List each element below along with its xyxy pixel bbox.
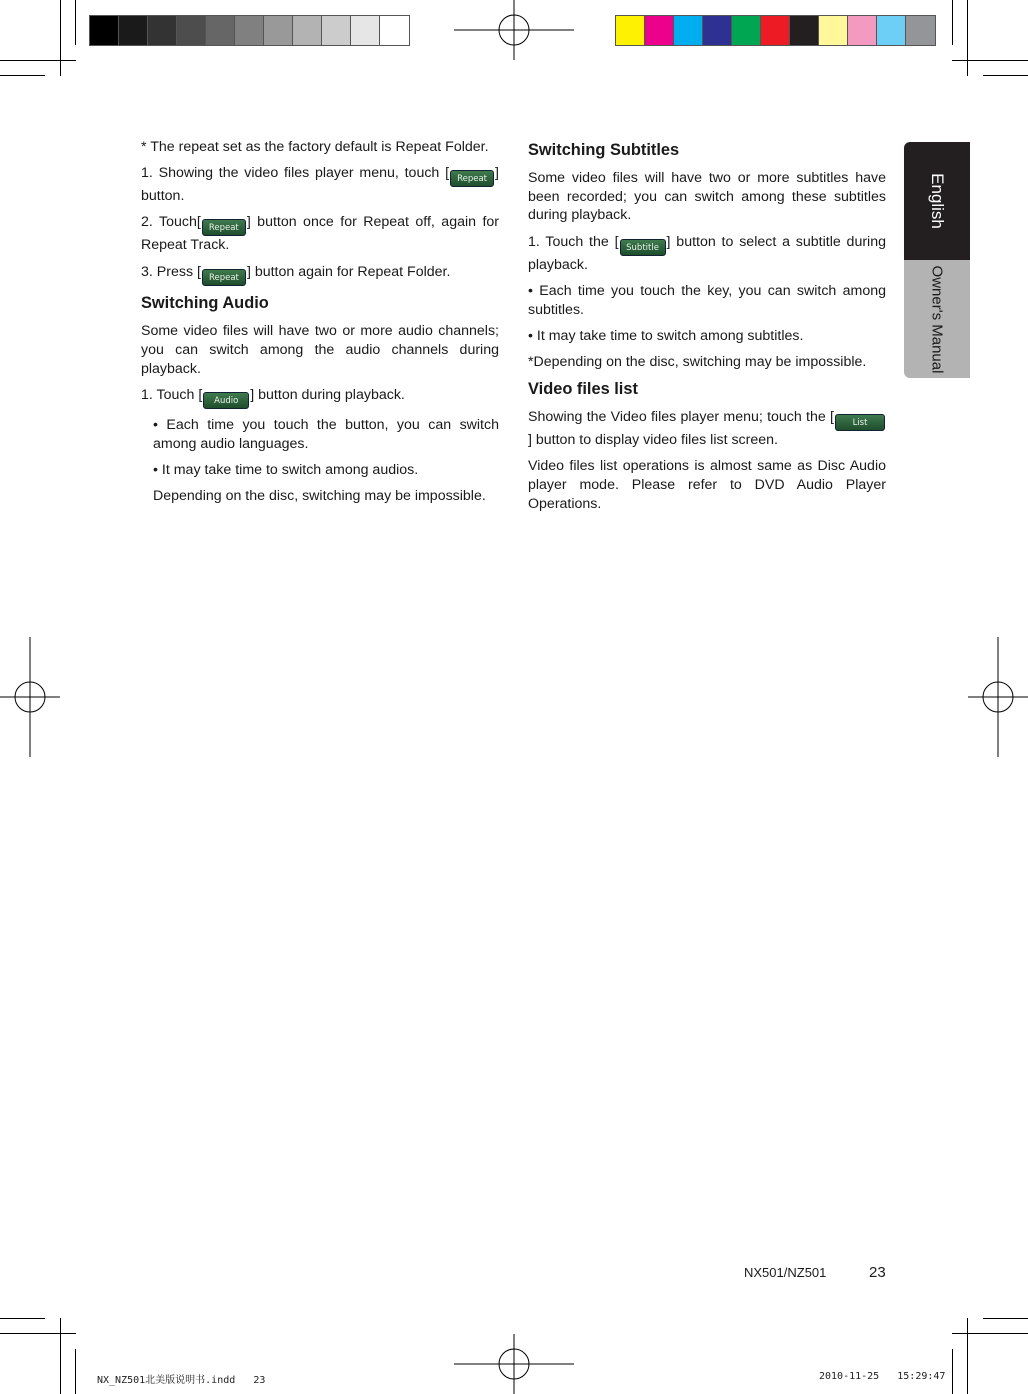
color-swatch — [674, 16, 703, 45]
color-swatch — [732, 16, 761, 45]
gray-swatch — [322, 16, 351, 45]
repeat-button[interactable]: Repeat — [202, 269, 246, 286]
color-swatch — [906, 16, 935, 45]
slug-filename: NX_NZ501北美版说明书.indd 23 — [97, 1375, 266, 1386]
heading-switching-subtitles: Switching Subtitles — [528, 141, 680, 159]
right-column — [528, 138, 886, 521]
list-note: Video files list operations is almost same as Disc Audio player mode. Please refer to DVD Audio Player Operations. — [528, 458, 886, 512]
registration-mark-top — [454, 0, 574, 60]
repeat-step-2: 2. Touch[ Repeat ] button once for Repeat off, again for Repeat Track. — [141, 214, 499, 254]
gray-swatch — [351, 16, 380, 45]
audio-bullet-1: • Each time you touch the button, you can switch among audio languages. — [153, 417, 499, 452]
subtitles-intro: Some video files will have two or more subtitles have been recorded; you can switch among these subtitles during playback. — [528, 170, 886, 224]
heading-video-files-list: Video files list — [528, 380, 638, 399]
registration-mark-right — [968, 637, 1028, 757]
registration-mark-bottom — [454, 1334, 574, 1394]
color-swatch — [877, 16, 906, 45]
gray-swatch — [119, 16, 148, 45]
tab-owners-manual: Owner's Manual — [904, 260, 970, 378]
subtitle-button[interactable]: Subtitle — [620, 239, 666, 256]
repeat-step-3: 3. Press [ Repeat ] button again for Repeat Folder. — [141, 263, 499, 286]
audio-bullet-2: • It may take time to switch among audios. — [153, 462, 419, 479]
color-swatch — [761, 16, 790, 45]
heading-switching-audio: Switching Audio — [141, 294, 269, 313]
repeat-button[interactable]: Repeat — [202, 219, 246, 236]
gray-swatch — [293, 16, 322, 45]
color-swatch — [616, 16, 645, 45]
slug-timestamp: 2010-11-25 15:29:47 — [819, 1371, 946, 1382]
audio-intro: Some video files will have two or more audio channels; you can switch among the audio channels during playback. — [141, 323, 499, 377]
process-color-bar — [615, 15, 936, 46]
subtitles-step-1: 1. Touch the [ Subtitle ] button to select a subtitle during playback. — [528, 233, 886, 273]
tab-english: English — [904, 142, 970, 260]
subtitles-bullet-2: • It may take time to switch among subtitles. — [528, 327, 804, 344]
registration-mark-left — [0, 637, 60, 757]
page-number: 23 — [869, 1264, 886, 1281]
subtitles-note: *Depending on the disc, switching may be impossible. — [528, 353, 867, 370]
color-swatch — [819, 16, 848, 45]
gray-swatch — [380, 16, 409, 45]
gray-swatch — [235, 16, 264, 45]
audio-note: Depending on the disc, switching may be impossible. — [153, 488, 486, 505]
color-swatch — [848, 16, 877, 45]
repeat-default-note: * The repeat set as the factory default is Repeat Folder. — [141, 139, 489, 155]
model-number: NX501/NZ501 — [744, 1265, 827, 1280]
gray-swatch — [148, 16, 177, 45]
audio-button[interactable]: Audio — [203, 392, 249, 409]
audio-step-1: 1. Touch [ Audio ] button during playback. — [141, 386, 499, 409]
gray-swatch — [264, 16, 293, 45]
color-swatch — [790, 16, 819, 45]
left-column — [141, 138, 499, 514]
gray-swatch — [90, 16, 119, 45]
color-swatch — [645, 16, 674, 45]
list-button[interactable]: List — [835, 414, 885, 431]
grayscale-bar — [89, 15, 410, 46]
color-swatch — [703, 16, 732, 45]
list-step: Showing the Video files player menu; touch the [ List] button to display video files list screen. — [528, 408, 886, 450]
repeat-button[interactable]: Repeat — [450, 170, 494, 187]
subtitles-bullet-1: • Each time you touch the key, you can switch among subtitles. — [528, 282, 886, 318]
repeat-step-1: 1. Showing the video files player menu, touch [ Repeat ] button. — [141, 165, 499, 205]
gray-swatch — [177, 16, 206, 45]
gray-swatch — [206, 16, 235, 45]
